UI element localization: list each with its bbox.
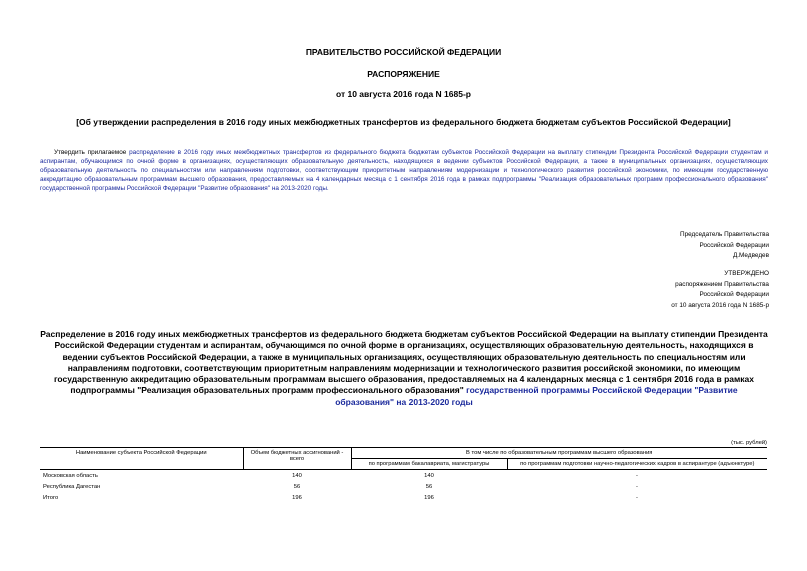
document-type: РАСПОРЯЖЕНИЕ	[367, 69, 440, 79]
intro-lead: Утвердить прилагаемое	[54, 149, 127, 156]
table-row	[40, 481, 767, 492]
signature-name: Д.Медведев	[732, 252, 769, 259]
column-header-group: В том числе по образовательным программам высшего образования	[351, 448, 767, 459]
units-note: (тыс. рублей)	[731, 440, 767, 446]
cell-total: 140	[292, 472, 302, 479]
document-title: [Об утверждении распределения в 2016 году иных межбюджетных трансфертов из федерального бюджета бюджетам субъектов Российской Федерации]	[76, 117, 731, 127]
table-row	[40, 470, 767, 482]
cell-total: 56	[293, 483, 301, 490]
cell-bachelor: 196	[424, 494, 434, 501]
column-header-bachelor: по программам бакалавриата, магистратуры	[351, 459, 507, 470]
distribution-table	[40, 447, 767, 503]
cell-total: 196	[292, 494, 302, 501]
cell-postgrad: -	[636, 494, 638, 501]
signature-line: Председатель Правительства	[680, 231, 769, 238]
distribution-link[interactable]: распределение в 2016 году иных межбюджетных трансфертов из федерального бюджета бюджетам субъектов Российской Федерации на выплату стипендии Президента Российской Федерации студентам и аспирантам, обучающимся по очной форме в организациях, осуществляющих образовательную деятельность, находящихся в ведении субъектов Российской Федерации, а также в муниципальных организациях, осуществляющих образовательную деятельность по специальностям или направлениям подготовки, соответствующим приоритетным направлениям модернизации и технологического развития российской экономики, по имеющим государственную аккредитацию образовательным программам высшего образования, предоставляемых на 4 календарных месяца с 1 сентября 2016 года в рамках подпрограммы "Реализация образовательных программ профессионального образования" государственной программы Российской Федерации "Развитие образования" на 2013-2020 годы.	[40, 149, 768, 192]
approval-line: распоряжением Правительства	[675, 280, 769, 288]
state-program-link[interactable]: государственной программы Российской Федерации "Развитие образования" на 2013-2020 годы	[335, 385, 738, 407]
cell-region: Московская область	[43, 472, 98, 479]
column-header-postgrad: по программам подготовки научно-педагогических кадров в аспирантуре (адъюнктуре)	[507, 459, 767, 470]
approval-line: Российской Федерации	[699, 291, 769, 298]
approval-block	[671, 269, 769, 311]
distribution-title	[40, 329, 768, 408]
cell-region: Итого	[43, 494, 59, 501]
approval-line: УТВЕРЖДЕНО	[724, 270, 769, 277]
document-date-number: от 10 августа 2016 года N 1685-р	[335, 89, 471, 99]
intro-paragraph	[40, 148, 768, 193]
table-row	[40, 492, 767, 503]
column-header-region: Наименование субъекта Российской Федерации	[40, 448, 243, 470]
cell-bachelor: 56	[425, 483, 433, 490]
column-header-total: Объем бюджетных ассигнований - всего	[243, 448, 351, 470]
cell-region: Республика Дагестан	[43, 483, 101, 490]
approval-line: от 10 августа 2016 года N 1685-р	[671, 301, 769, 309]
cell-postgrad: -	[636, 472, 638, 479]
signature-block	[680, 230, 769, 262]
distribution-title-text: Распределение в 2016 году иных межбюджетных трансфертов из федерального бюджета бюджетам субъектов Российской Федерации на выплату стипендии Президента Российской Федерации студентам и аспирантам, обучающимся по очной форме в организациях, осуществляющих образовательную деятельность, находящихся в ведении субъектов Российской Федерации, а также в муниципальных организациях, осуществляющих образовательную деятельность по специальностям или направлениям подготовки, соответствующим приоритетным направлениям модернизации и технологического развития российской экономики, по имеющим государственную аккредитацию образовательным программам высшего образования, предоставляемых на 4 календарных месяца с 1 сентября 2016 года в рамках подпрограммы "Реализация образовательных программ профессионального образования"	[40, 329, 768, 396]
cell-bachelor: 140	[424, 472, 434, 479]
government-heading: ПРАВИТЕЛЬСТВО РОССИЙСКОЙ ФЕДЕРАЦИИ	[305, 47, 502, 57]
signature-line: Российской Федерации	[699, 241, 769, 249]
cell-postgrad: -	[636, 483, 638, 490]
